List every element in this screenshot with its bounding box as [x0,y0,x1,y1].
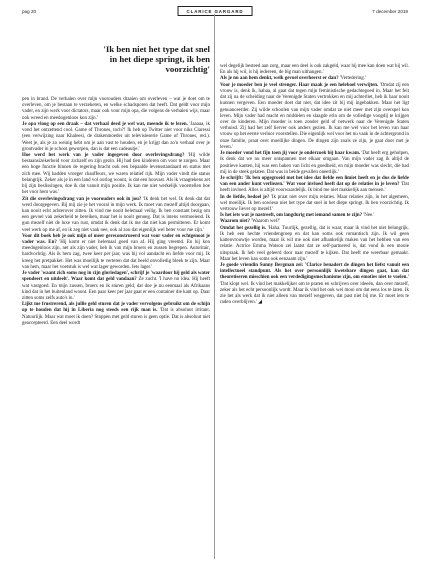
interview-answer: 'Dat heeft invloed. Alles is altijd voorwaardelijk. Ik bind me niet makkelijk aan mensen.' [220,182,409,194]
article-paragraph [220,83,409,151]
page-number: pag 20 [22,9,37,14]
interview-question: Je moeder vond het fijn toen jij voor je onderzoek bij haar kwam. [220,151,361,157]
interview-question: Lijkt me frustrerend, als jullie geld sturen dat je vader vervolgens gebruikt om de schijn op te houden dat hij in Liberia nog steeds een rijk man is. [22,302,210,314]
page-header [22,6,408,18]
interview-answer: wel degelijk besteed aan zorg, maar een deel is ook zakgeld, waar hij mee kan doen wat hij wil. En als hij wil, is hij iedereen, de big man uithangen.' [220,64,409,76]
interview-question: Voor dit boek heb je ook mijn of meer gereconstrueerd wat voor vader en echtgenoot je vader was. En? [22,233,210,246]
interview-question: Je schrijft: 'Ik ben opgegroeid met het idee dat liefde een limiet heeft en je dus de liefde van een ander kunt verliezen.' Wat voor invloed heeft dat op de relaties in je leven? [220,175,409,188]
column-divider [214,14,215,559]
interview-answer: 'Vertedering.' [338,76,366,82]
pull-quote: 'Ik ben niet het type dat snel in het diepe springt, ik ben voorzichtig' [103,44,210,75]
article-column-right [220,64,409,307]
article-paragraph [220,151,409,176]
interview-question: Zit die overlevingsdrang van je voorouders ook in jou? [22,196,142,202]
article-paragraph [22,271,210,302]
interview-question: In de liefde, bedoel je? [220,194,270,200]
interview-question: Je vader 'waant zich soms nog in zijn gloriedagen', schrijf je 'waardoor hij geld als water spendeert en uitdeelt'. Waar komt dat geld vandaan? [22,271,210,283]
publication-date: 7 december 2019 [372,9,408,14]
interview-answer: 'Ik denk het wel. Ik denk dat dat werd doorgegeven. Bij mij zie je het vooral in mijn werk. Ik moet van mezelf altijd doorgaan, kan nooit echt achterover zitten. Ik vind me nooit helemaal veilig. Ik ben constant bezig om een gevoel van zekerheid te bereiken, maar het is nooit genoeg. Dat is intens vermoeiend. Ik gun mezelf niet de luxe van rust, omdat ik denk dat ik me dat niet kan permitteren. Er komt veel werk op me af, en ik zeg niet vaak nee, ook al zou dat eigenlijk wel beter voor me zijn.' [22,196,210,233]
interview-answer: Ze zucht. 'I have no idea. Hij heeft wat vastgoed. En mijn zussen, broers en ik sturen geld, dat doe je nu eenmaal als Afrikaans kind dat in het buitenland woont. Een paar keer per jaar gaat er een container die kant op. Daar zitten soms zelfs auto's in.' [22,277,211,301]
interview-answer: pen in brand. De verhalen over mijn voorouders draaien om overleven – wat je doet om te overleven, om je bestaan te verzekeren, en welke schadsporen dat heeft. Dat geldt voor mijn vader, en zijn werk voor dictators, maar ook voor mijn opa, die volgens de verhalen wijs, maar ook wreed en meedogenloos kon zijn.' [22,97,210,121]
interview-answer: 'Jaaaaa, ik vond het ontzettend cool. Game of Thrones, toch?! Ik heb op Twitter niet voor niks Claressi (een verwijzing naar Khaleesi, de drakenmoeder uit televisieserie Game of Thrones, red.). Weet je, als je zo weinig hebt om je aan vast te houden, en je krijgt dan zo'n verhaal over je grootvader in je schoot geworpen, dan is dat een cadeautje.' [22,121,211,152]
interview-question: Voor je moeder ben je veel strenger. Haar maak je een heleboel verwijten. [220,82,379,88]
article-paragraph [220,263,409,307]
article-paragraph [22,197,210,234]
section-label: CLARICE GARGARD [178,6,253,16]
article-paragraph [22,97,210,122]
interview-answer: 'Ik praat niet over mijn relaties. Maar relaties zijn, in het algemeen, wel moeilijk. Ik ben sowieso niet het type dat snel in het diepe springt. Ik ben voorzichtig. Ik vertrouw liever op mezelf.' [220,194,409,213]
article-paragraph [22,122,210,153]
article-paragraph [22,302,210,327]
article-paragraph [220,64,409,76]
end-of-article-mark: ◢ [256,300,262,306]
article-paragraph [22,153,210,197]
interview-question: Omdat het gezellig is. [220,225,267,231]
interview-answer: 'Dat klopt wel. Ik vind het makkelijker om te praten en schrijven over ideeën, dan over mezelf, zeker als het echt persoonlijk wordt. Maar ik vind het ook wel mooi om dat eens los te laten. Ik zie het als werk dat ik niet alleen van mezelf weggeven, dat past niet bij me. Er moet iets te raden overblijven.' [220,281,409,306]
article-paragraph [22,234,210,271]
interview-answer: 'Dat heeft erg geholpen, ik denk dat we nu meer ontspannen met elkaar omgaan. Van mijn vader zag ik altijd de positieve kanten, hij was een baken van licht en goedheid, en mijn moeder was slecht, die had mij in de steek gelaten. Dat was in beide gevallen oneerlijk.' [220,151,409,175]
article-column-left [22,97,210,327]
interview-answer: 'Hij komt er niet helemaal goed van af. Hij ging vreemd. En hij kon meedogenloos zijn, net als zijn vader, heb ik van mijn broers en zussen begrepen. Autoritair, hardvochtig. Als ik hem zag, twee keer per jaar, was hij vol aandacht en liefde voor mij. Ik kreeg het pretpakket. Het was moeilijk te verteren dat dat beeld onvolledig bleek te zijn. Maar van hem, maar het voetstuk is wel wat lager geworden. Iets lager.' [22,240,210,270]
interview-answer: 'Dat is absoluut irritant. Natuurlijk. Maar wat moet ik doen? Stoppen met geld sturen is geen optie. Dat is absoluut niet geaccepteerd. Een deel wordt [22,308,211,326]
interview-answer: 'Nee.' [362,213,375,219]
interview-question: Is het iets wat je nastreeft, om langdurig met iemand samen te zijn? [220,213,363,219]
interview-answer: 'Omdat zij een vrouw is, denk ik, hahaa, al gaat dat tegen mijn feministische gedachtegoed in. Maar het feit dat zij na de scheiding naar de Verenigde Staten vertrokken en mij achterliet, heb ik haar nooit kunnen vergeven. Een moeder doet dat niet, dat idee zit bij mij ingebakken. Maar het ligt genuanceerder. Zij wilde schoolen van mijn vader omdat ze niet meer met zijn overspel kon leven. Mijn vader had macht en middelen en slaagde erin om de volledige voogdij te krijgen over de kinderen. Mijn moeder is toen zonder geld of netwerk naar de Verenigde Staten verhuisd. Zij had het zelf lierver ook anders gezien. Ik kan me wel voor het leven van haar vrouw op het eerste verloor voorstellen. Die eigenlijk wel voor het nu vaak in de achtergrond in onze familie, praat over moeilijke dingen. De dingen zijn zoals ze zijn, je gaat door met je leven.' [220,82,409,150]
article-paragraph [220,226,409,263]
interview-answer: 'Waarom wel?' [249,219,281,225]
interview-question: Je opa vloog op een draak – dat verhaal deed je wel wat, meende ik te lezen. [22,121,188,127]
article-paragraph [220,176,409,195]
interview-answer: 'Haha. Tuurlijk, gezellig, dat is waar, maar ik vind het niet belangrijk. Ik heb een hechte vriendengroep en dat kan soms ook romantisch zijn. Ik wil geen kattenvrouwtje worden, maar ik wil me ook niet afhankelijk maken van het hebben van een relatie. Actrice Emma Watson zei laatst dat ze self-partnered is, dat vond ik een mooie uitspraak. Ik heb veel geleerd door naar mezelf te kijken. Dat heeft me weerbaar gemaakt. Maar het leven kan soms ook eenzaam zijn.' [220,225,409,262]
interview-question: Als je nu aan hem denkt, welk gevoel overheerst er dan? [220,76,339,82]
interview-question: Hoe werd het werk van je vader ingegeven door overlevingsdrang? [22,152,185,158]
interview-question: Waarom niet? [220,219,250,225]
interview-question: Je goede vriendin Sunny Bergman zei: 'Clarice benadert de dingen het liefst vanuit een intellectueel standpunt. Als het over persoonlijk kwetsbare dingen gaat, kan dat theoretiseren misschien ook een verdedigingsmechanisme zijn, om emoties niet te voelen.' [220,263,409,281]
article-paragraph [220,195,409,214]
interview-answer: 'Hij wilde bestaansizekerheid voor zichzelf en zijn gezin. Hij had tien kinderen om voor te zorgen. Maar een hoge functie binnen de regering bracht ook een bepaalde levensstandaard en status met zich mee. Wij hadden vroeger chauffeurs, we waren relatief rijk. Mijn vader vindt die status belangrijk. Zeker als je in een land vol oorlog woont, is dat een houvast. Als ik vraagtekens zet bij zijn beslissingen, doe ik dat vanuit mijn positie. Ik kan me niet werkelijk voorstellen hoe het voor hem was.' [22,152,210,196]
